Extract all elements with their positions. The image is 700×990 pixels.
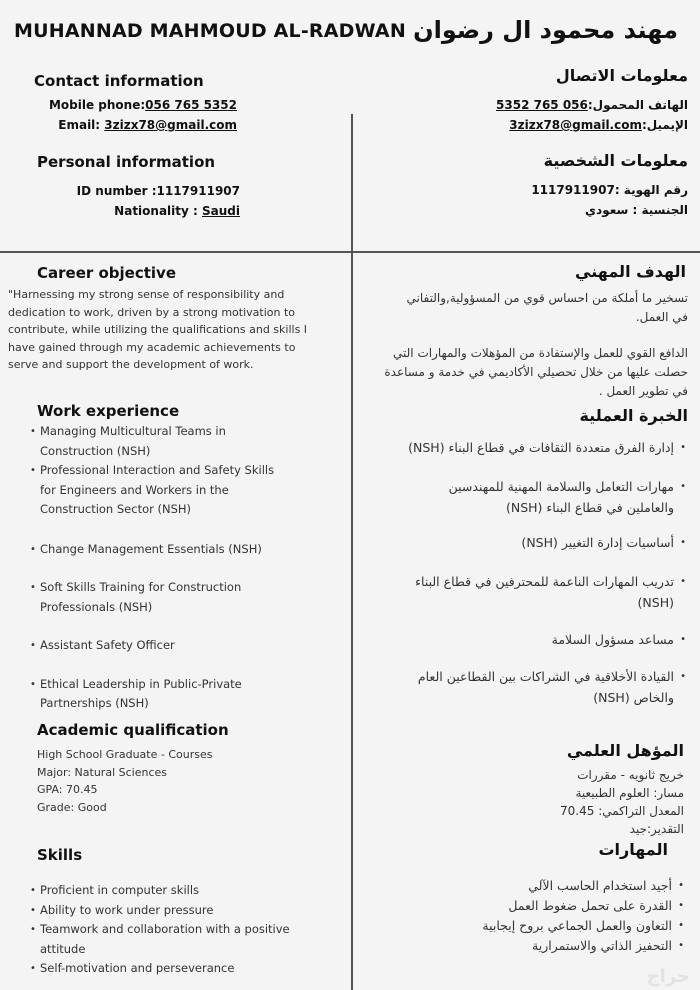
mobile-label-ar: الهاتف المحمول: [587,98,688,112]
skill-item-en: • Teamwork and collaboration with a positive attitude [30,920,310,959]
work-item-en: • Professional Interaction and Safety Skills for Engineers and Workers in the Construction Sector (NSH) [30,461,290,520]
academic-line-ar: مسار: العلوم الطبيعية [575,786,684,800]
nationality-line-ar: الجنسية : سعودي [585,203,688,217]
contact-heading-en: Contact information [34,72,204,90]
career-heading-en: Career objective [37,264,177,282]
academic-heading-ar: المؤهل العلمي [566,741,684,760]
mobile-line-en [49,98,237,112]
work-heading-ar: الخبرة العملية [579,406,688,425]
name-arabic: مهند محمود ال رضوان [413,16,678,44]
skills-list-ar [384,876,684,956]
work-item-en: • Ethical Leadership in Public-Private Partnerships (NSH) [30,675,290,714]
skill-item-ar: • أجيد استخدام الحاسب الآلي [384,876,684,896]
academic-heading-en: Academic qualification [37,721,229,739]
skill-item-ar: • التحفيز الذاتي والاستمرارية [384,936,684,956]
academic-line-en: Major: Natural Sciences [37,765,167,779]
email-link-en[interactable]: 3zizx78@gmail.com [104,118,237,132]
work-item-ar: • إدارة الفرق متعددة الثقافات في قطاع البناء (NSH) [406,437,686,458]
academic-line-en: Grade: Good [37,800,107,814]
name-english: MUHANNAD MAHMOUD AL-RADWAN [14,20,406,42]
watermark-logo: حراج [646,966,690,987]
work-item-ar: • مساعد مسؤول السلامة [406,629,686,650]
skill-item-ar: • التعاون والعمل الجماعي بروح إيجابية [384,916,684,936]
career-text-ar-2: الدافع القوي للعمل والإستفادة من المؤهلات والمهارات التي حصلت عليها من خلال تحصيلي الأكاديمي في خدمة و مساعدة في تطوير العمل . [384,346,688,398]
work-item-en: • Soft Skills Training for Construction Professionals (NSH) [30,578,290,617]
mobile-link-en[interactable]: 056 765 5352 [145,98,237,112]
id-line-ar: رقم الهوية :1117911907 [531,183,688,197]
nationality-value-en: Saudi [202,204,240,218]
skill-item-en: • Ability to work under pressure [30,901,310,921]
work-item-ar: • تدريب المهارات الناعمة للمحترفين في قطاع البناء (NSH) [406,571,686,613]
email-label-en: Email: [58,118,105,132]
email-label-ar: الإيميل: [641,118,688,132]
skills-heading-ar: المهارات [598,840,668,859]
work-list-en [30,422,290,714]
career-text-ar-1: تسخير ما أملكة من احساس قوي من المسؤولية,والتفاني في العمل. [406,291,688,324]
academic-lines-en [37,746,212,816]
work-item-en: • Managing Multicultural Teams in Construction (NSH) [30,422,290,461]
email-link-ar[interactable]: 3zizx78@gmail.com [509,118,642,132]
academic-lines-ar [484,766,684,838]
work-heading-en: Work experience [37,402,180,420]
academic-line-ar: التقدير:جيد [629,822,684,836]
work-item-en: • Assistant Safety Officer [30,636,290,656]
mobile-link-ar[interactable]: 5352 765 056 [496,98,588,112]
id-label-en: ID number : [76,184,157,198]
contact-heading-ar: معلومات الاتصال [555,66,688,85]
skills-list-en [30,881,310,979]
academic-line-en: High School Graduate - Courses [37,748,213,761]
id-value-en: 1117911907 [156,184,240,198]
work-item-ar: • مهارات التعامل والسلامة المهنية للمهندسين والعاملين في قطاع البناء (NSH) [406,476,686,518]
horizontal-divider [0,251,700,253]
academic-line-en: GPA: 70.45 [37,783,98,796]
vertical-divider [351,114,353,990]
skills-heading-en: Skills [37,846,83,864]
skill-item-en: • Self-motivation and perseverance [30,959,310,979]
career-heading-ar: الهدف المهني [575,262,686,281]
personal-heading-en: Personal information [37,153,216,171]
work-item-en: • Change Management Essentials (NSH) [30,540,290,560]
academic-line-ar: المعدل التراكمي: 70.45 [560,804,684,818]
work-list-ar [406,437,686,708]
academic-line-ar: خريج ثانويه - مقررات [577,768,684,782]
skill-item-ar: • القدرة على تحمل ضغوط العمل [384,896,684,916]
career-text-en: "Harnessing my strong sense of responsibility and dedication to work, driven by a strong motivation to contribute, while utilizing the qualifications and skills I have gained through my academic achievements to serve and support the development of work. [8,288,308,371]
nationality-label-en: Nationality : [114,204,202,218]
mobile-label-en: Mobile phone: [48,98,146,112]
personal-heading-ar: معلومات الشخصية [543,151,688,170]
skill-item-en: • Proficient in computer skills [30,881,310,901]
nationality-line-en [114,204,240,218]
email-line-ar [509,118,688,132]
mobile-line-ar [496,98,688,112]
work-item-ar: • أساسيات إدارة التغيير (NSH) [406,532,686,553]
email-line-en [58,118,237,132]
id-line-en [77,184,240,198]
work-item-ar: • القيادة الأخلاقية في الشراكات بين القطاعين العام والخاص (NSH) [406,666,686,708]
